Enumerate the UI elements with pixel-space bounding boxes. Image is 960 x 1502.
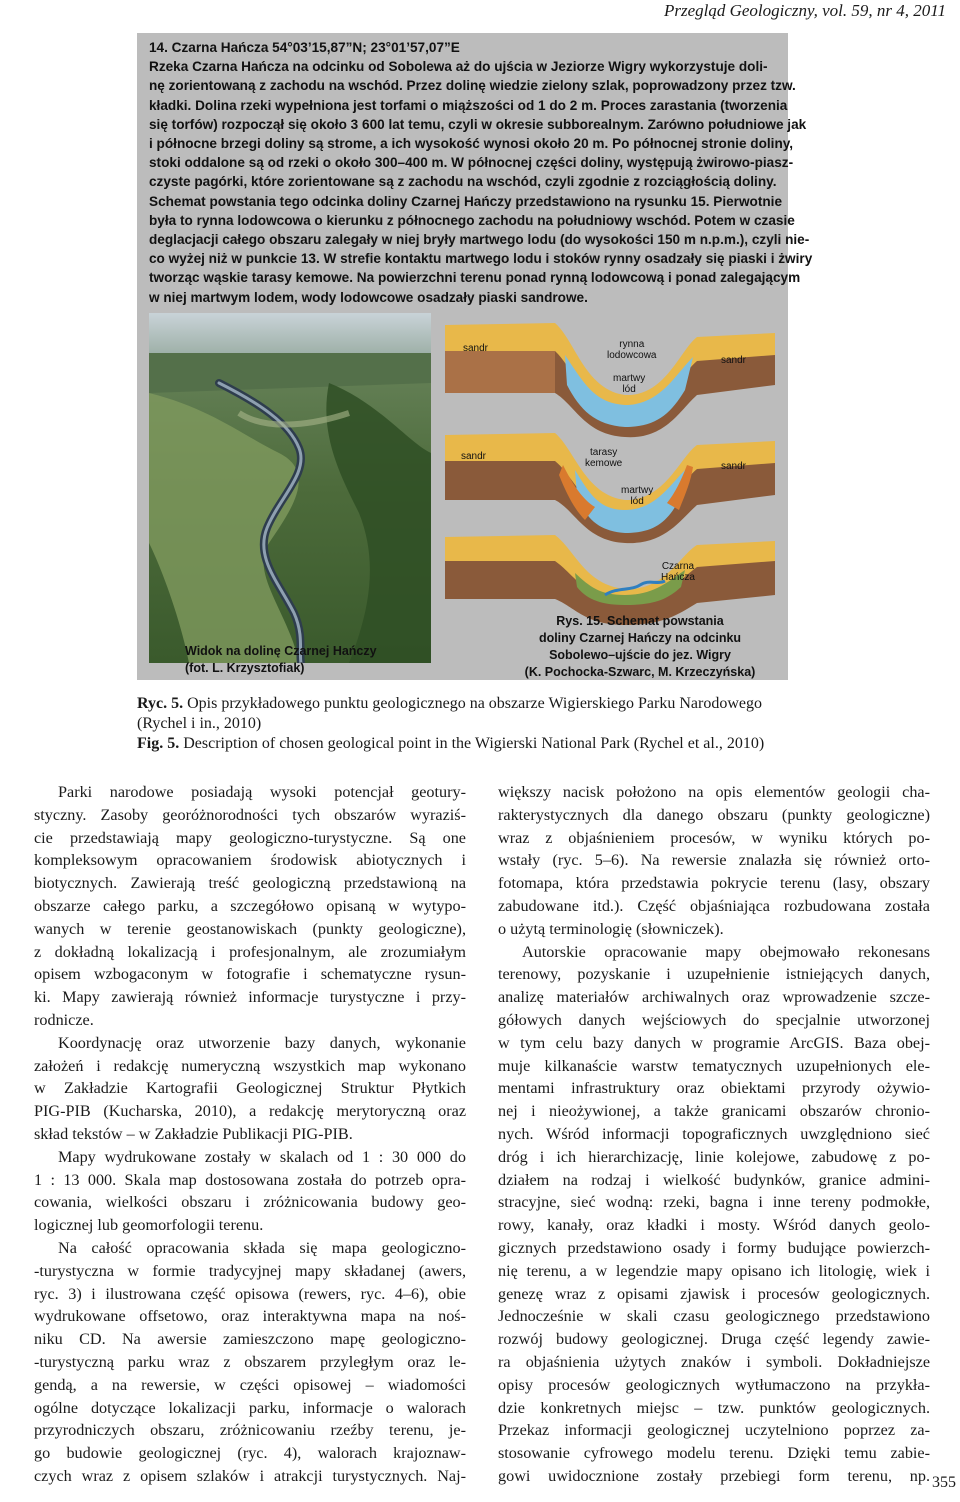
text-line: wydrukowane offsetowo, oraz interaktywna mapa na noś-	[34, 1307, 466, 1326]
text-line: Autorskie opracowanie mapy obejmowało rekonesans	[522, 942, 930, 961]
label-line: lód	[630, 496, 644, 507]
text-line: ryc. 3) i ilustrowana część opisowa (rewers, ryc. 4–6), obie	[34, 1284, 466, 1303]
label-line: tarasy	[590, 447, 618, 458]
text-line: nych. Wśród informacji topograficznych uwzględniono sieć	[498, 1124, 930, 1143]
text-line: kompleksowym opracowaniem środowisk abiotycznych i	[34, 851, 466, 870]
text-line: Na całość opracowania składa się mapa geologiczno-	[58, 1238, 466, 1257]
diagram-caption-line: doliny Czarnej Hańczy na odcinku	[538, 631, 742, 645]
text-line: fotomapa, która przedstawia pokrycie terenu (lasy, obszary	[498, 874, 930, 893]
label-rynna-lodowcowa	[607, 339, 656, 361]
text-line: biotycznych. Zawierają treść geologiczną przedstawioną na	[34, 874, 466, 893]
diagram-caption	[505, 613, 775, 681]
label-sandr: sandr	[721, 461, 747, 472]
text-line: założeń i redakcję numeryczną wszystkich map wykonano	[34, 1056, 466, 1075]
aerial-valley-photo	[149, 313, 431, 663]
left-column	[34, 781, 466, 1488]
text-line: o użytą terminologię (słowniczek).	[498, 919, 724, 938]
text-line: działem na rodzaj i wielkość budynków, granice admini-	[498, 1170, 930, 1189]
figure-line: kładki. Dolina rzeki wypełniona jest torfami o miąższości od 1 do 2 m. Proces zarastania (tworzenia	[149, 97, 788, 113]
figure-line: czyste pagórki, które zorientowane są z zachodu na wschód, czyli zgodnie z rozciągłością doliny.	[149, 174, 777, 190]
figure-line: co wyżej niż w punkcie 13. W strefie kontaktu martwego lodu i stoków rynny osadzały się piaski i żwiry	[149, 251, 813, 267]
text-line: rakterystycznych dla danego obszaru (punkty geologiczne)	[498, 805, 930, 824]
text-line: niku CD. Na awersie zamieszczono mapę geologiczno-	[34, 1330, 466, 1349]
text-line: gicznych przedstawiono osady i formy budujące powierzch-	[498, 1238, 930, 1257]
text-line: czych wraz z opisem szlaków i atrakcji turystycznych. Naj-	[34, 1466, 466, 1485]
label-czarna-hancza	[661, 561, 695, 583]
text-line: opisy procesów geologicznych wytłumaczono na przykła-	[498, 1375, 930, 1394]
text-line: z dokładną lokalizacją i profesjonalnym, ale zrozumiałym	[34, 942, 466, 961]
text-line: gendą, a na rewersie, w części opisowej – wiadomości	[34, 1375, 466, 1394]
caption-pl-label: Ryc. 5.	[137, 695, 184, 712]
text-line: obszarze całego parku, a szczegółowo opisaną w wytypo-	[34, 896, 466, 915]
text-line: analizę materiałów archiwalnych oraz wprowadzenie szcze-	[498, 988, 930, 1007]
caption-en-text: Description of chosen geological point in the Wigierski National Park (Rychel et al., 2010)	[179, 735, 765, 752]
text-line: logicznej lub geomorfologii terenu.	[34, 1216, 264, 1235]
figure-line: deglacjacji całego obszaru zalegały w niej bryły martwego lodu (do wysokości 150 m n.p.m.), czyli nie-	[149, 232, 810, 248]
diagram-caption-line: Sobolewo–ujście do jez. Wigry	[549, 648, 731, 662]
caption-pl-cont: (Rychel i in., 2010)	[137, 715, 262, 732]
label-line: lód	[622, 384, 636, 395]
figure-line: w niej martwym lodem, wody lodowcowe osadzały piaski sandrowe.	[149, 289, 588, 305]
text-line: wstały (ryc. 5–6). Na rewersie znalazła się również orto-	[498, 851, 930, 870]
text-line: rozwój budowy geologicznej. Druga część legendy zawie-	[498, 1330, 930, 1349]
text-line: Jednocześnie w skali czasu geologicznego przedstawiono	[498, 1307, 930, 1326]
figure-line: tworząc wąskie tarasy kemowe. Na powierzchni terenu ponad rynną lodowcową i ponad zalegającym	[149, 270, 801, 286]
text-line: opisem wzbogaconym w fotografie i schematyczne rysun-	[34, 965, 466, 984]
figure-panel	[137, 33, 813, 680]
caption-pl-text: Opis przykładowego punktu geologicznego na obszarze Wigierskiego Parku Narodowego	[183, 695, 762, 712]
diagram-caption-line: (K. Pochocka-Szwarc, M. Krzeczyńska)	[524, 665, 756, 679]
label-sandr: sandr	[721, 355, 747, 366]
text-line: nię terenu, a w legendzie mapy opisano ich litologię, wiek i	[498, 1261, 930, 1280]
label-line: rynna	[619, 339, 645, 350]
right-column	[498, 781, 930, 1488]
valley-formation-diagrams	[435, 295, 787, 625]
photo-caption	[185, 643, 377, 677]
text-line: rowy, kanały, oraz kładki i mosty. Wśród danych geolo-	[498, 1216, 930, 1235]
text-line: gółowych danych wejściowych do specjalnie utworzonej	[498, 1010, 930, 1029]
text-line: w tym celu bazy danych w programie ArcGIS. Baza obej-	[498, 1033, 930, 1052]
text-line: skład tekstów – w Zakładzie Publikacji PIG-PIB.	[34, 1124, 353, 1143]
text-line: cie przedstawiają mapy geologiczno-turystyczne. Są one	[34, 828, 466, 847]
text-line: go budowie geologicznej (ryc. 4), walorach krajoznaw-	[34, 1444, 466, 1463]
label-martwy-lod	[621, 485, 653, 507]
text-line: zabudowane itd.). Część objaśniająca rozbudowana została	[498, 896, 930, 915]
text-line: Przekaz informacji geologicznej uczytelniono poprzez za-	[498, 1421, 930, 1440]
text-line: mentami infrastruktury oraz obiektami przyrody ożywio-	[498, 1079, 930, 1098]
caption-pl	[137, 694, 937, 714]
text-line: nej i nieożywionej, a także granicami obszarów chronio-	[498, 1102, 930, 1121]
diagram-stage-3	[445, 535, 775, 625]
text-line: Koordynację oraz utworzenie bazy danych, wykonanie	[58, 1033, 466, 1052]
figure-line: 14. Czarna Hańcza 54°03’15,87”N; 23°01’57,07”E	[149, 40, 460, 55]
figure-line: Rzeka Czarna Hańcza na odcinku od Sobolewa aż do ujścia w Jeziorze Wigry wykorzystuje doli-	[149, 59, 768, 75]
figure-line: była to rynna lodowcowa o kierunku z północnego zachodu na południowy wschód. Potem w czasie	[149, 212, 795, 228]
figure-captions	[137, 694, 937, 754]
photo-caption-line: (fot. L. Krzysztofiak)	[185, 661, 305, 675]
text-line: rodnicze.	[34, 1010, 94, 1029]
text-line: 1 : 13 000. Skala map dostosowana została do potrzeb opra-	[34, 1170, 466, 1189]
running-head: Przegląd Geologiczny, vol. 59, nr 4, 2011	[663, 1, 946, 20]
text-line: styczny. Zasoby georóżnorodności tych obszarów wyraziś-	[34, 805, 466, 824]
text-line: ogólne dotyczące lokalizacji parku, informacje o walorach	[34, 1398, 466, 1417]
text-line: w Zakładzie Kartografii Geologicznej Struktur Płytkich	[34, 1079, 466, 1098]
text-line: PIG-PIB (Kucharska, 2010), a redakcję merytoryczną oraz	[34, 1102, 466, 1121]
figure-line: Schemat powstania tego odcinka doliny Czarnej Hańczy przedstawiono na rysunku 15. Pierwotnie	[149, 193, 783, 209]
text-line: cowania, wielkości obszaru i zróżnicowania budowy geo-	[34, 1193, 466, 1212]
label-line: Czarna	[661, 561, 695, 572]
text-line: Parki narodowe posiadają wysoki potencjał geotury-	[58, 783, 466, 801]
label-line: kemowe	[585, 458, 623, 469]
label-line: martwy	[613, 373, 646, 384]
label-sandr: sandr	[463, 343, 489, 354]
photo-caption-line: Widok na dolinę Czarnej Hańczy	[185, 644, 377, 658]
text-line: dzie konkretnych miejsc – tzw. punktów geologicznych.	[498, 1398, 930, 1417]
caption-en	[137, 734, 937, 754]
figure-line: nę zorientowaną z zachodu na wschód. Przez dolinę wiedzie zielony szlak, poprowadzony przez tzw.	[149, 78, 796, 94]
label-martwy-lod	[613, 373, 645, 395]
figure-line: i północne brzegi doliny są strome, a ich wysokość wynosi około 20 m. Po północnej stronie doliny,	[149, 136, 794, 152]
text-line: wraz z objaśnieniem procesów, w wyniku których po-	[498, 828, 930, 847]
text-line: stracyjne, sieć wodną: rzeki, bagna i inne tereny podmokłe,	[498, 1193, 930, 1212]
text-line: Mapy wydrukowane zostały w skalach od 1 : 30 000 do	[58, 1147, 466, 1166]
text-line: ki. Mapy zawierają również informacje turystyczne i przy-	[34, 988, 466, 1007]
diagram-caption-line: Rys. 15. Schemat powstania	[556, 614, 724, 628]
text-line: stosowanie cyfrowego modelu terenu. Dzięki temu zabie-	[498, 1444, 930, 1463]
text-line: terenowy, pozyskanie i uzupełnienie istniejących danych,	[498, 965, 930, 984]
text-line: muje kilkanaście warstw tematycznych uzupełnionych ele-	[498, 1056, 930, 1075]
label-line: martwy	[621, 485, 654, 496]
page-number: 355	[932, 1474, 956, 1491]
text-line: -turystyczną parku wraz z obszarem przyległym oraz le-	[34, 1352, 466, 1371]
text-line: dróg i ich hierarchizację, linie kolejowe, zabudowę z po-	[498, 1147, 930, 1166]
text-line: -turystyczna w formie tradycyjnej mapy składanej (awers,	[34, 1261, 466, 1280]
text-line: genezę wraz z opisami zjawisk i procesów geologicznych.	[498, 1284, 930, 1303]
label-line: lodowcowa	[607, 350, 657, 361]
text-line: wanych w terenie geostanowiskach (punkty geologiczne),	[34, 919, 466, 938]
figure-description	[149, 38, 813, 307]
text-line: przyrodniczych obszaru, zróżnicowaniu rzeźby terenu, je-	[34, 1421, 466, 1440]
text-line: ra objaśnienia użytych znaków i symboli. Dokładniejsze	[498, 1352, 930, 1371]
label-line: Hańcza	[661, 572, 695, 583]
text-line: większy nacisk położono na opis elementów geologii cha-	[498, 783, 930, 801]
figure-line: stoki oddalone są od rzeki o około 300–400 m. W północnej części doliny, występują żwirowo-piasz-	[149, 155, 794, 171]
caption-en-label: Fig. 5.	[137, 735, 180, 752]
figure-line: się torfów) rozpoczął się około 3 600 lat temu, czyli w okresie subborealnym. Zarówno południowe jak	[149, 116, 807, 132]
label-sandr: sandr	[461, 451, 487, 462]
label-tarasy-kemowe	[585, 447, 622, 469]
text-line: gowi uwidocznione zostały przebiegi form terenu, np.	[498, 1466, 930, 1485]
aerial-photo-image	[149, 313, 431, 663]
